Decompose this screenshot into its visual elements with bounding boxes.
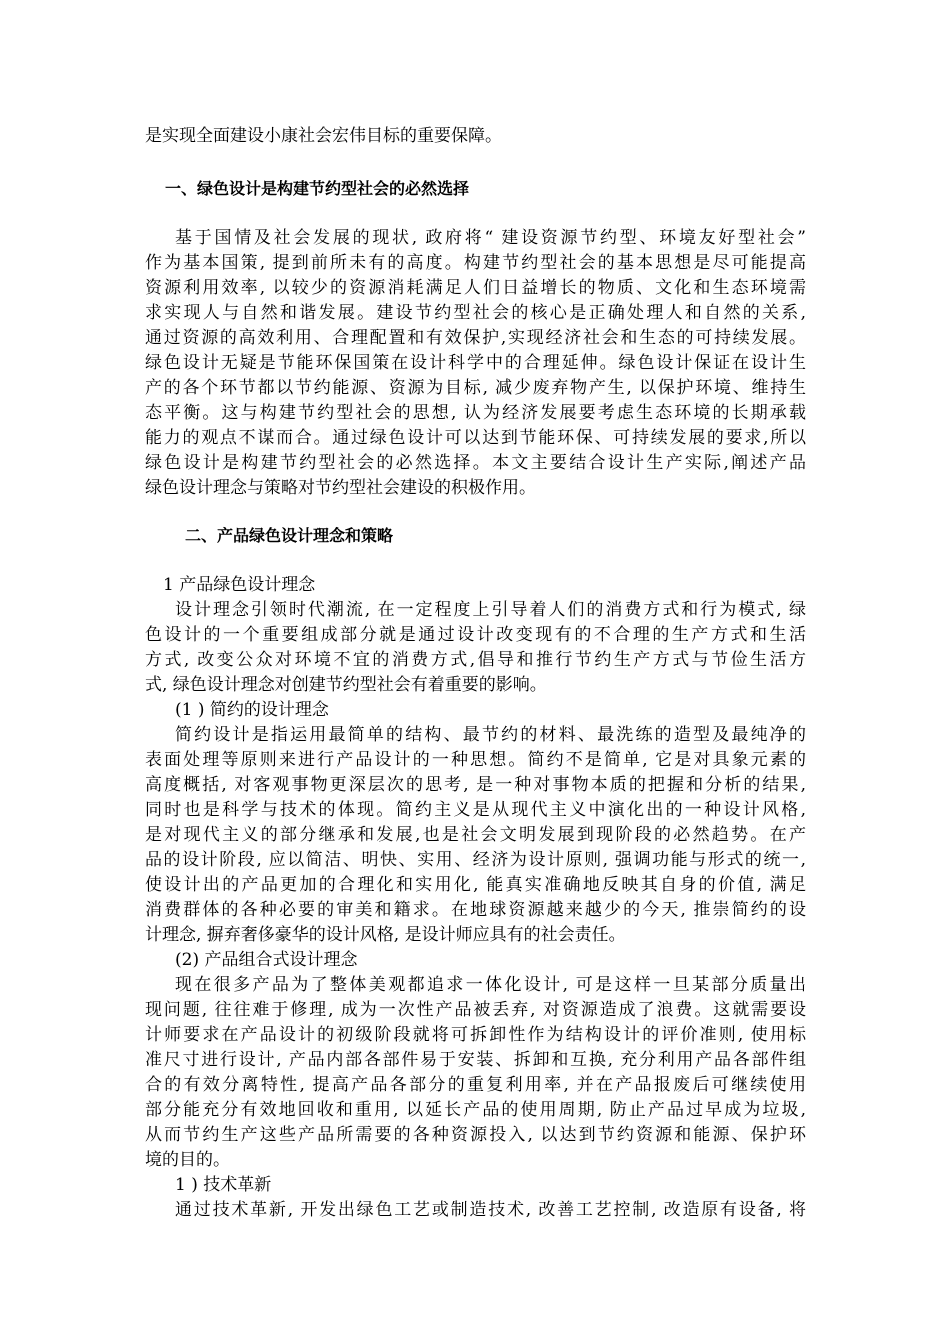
paragraph-line: 方式, 改变公众对环境不宜的消费方式,倡导和推行节约生产方式与节俭生活方	[145, 650, 806, 670]
paragraph-line: 高度概括, 对客观事物更深层次的思考, 是一种对事物本质的把握和分析的结果,	[145, 775, 806, 795]
paragraph-line: 境的目的。	[145, 1150, 230, 1170]
paragraph-line: 现在很多产品为了整体美观都追求一体化设计, 可是这样一旦某部分质量出	[175, 975, 806, 995]
paragraph-line: 简约设计是指运用最简单的结构、最节约的材料、最洗练的造型及最纯净的	[175, 725, 806, 745]
section-heading: 二、产品绿色设计理念和策略	[185, 526, 394, 545]
paragraph-line: 求实现人与自然和谐发展。建设节约型社会的核心是正确处理人和自然的关系,	[145, 303, 806, 323]
paragraph-line: 现问题, 往往难于修理, 成为一次性产品被丢弃, 对资源造成了浪费。这就需要设	[145, 1000, 806, 1020]
paragraph-line: 计师要求在产品设计的初级阶段就将可拆卸性作为结构设计的评价准则, 使用标	[145, 1025, 806, 1045]
paragraph-line: 是对现代主义的部分继承和发展,也是社会文明发展到现阶段的必然趋势。在产	[145, 825, 806, 845]
paragraph-line: 部分能充分有效地回收和重用, 以延长产品的使用周期, 防止产品过早成为垃圾,	[145, 1100, 806, 1120]
paragraph-line: 产的各个环节都以节约能源、资源为目标, 减少废弃物产生, 以保护环境、维持生	[145, 378, 806, 398]
paragraph-line: 作为基本国策, 提到前所未有的高度。构建节约型社会的基本思想是尽可能提高	[145, 253, 806, 273]
paragraph-line: 合的有效分离特性, 提高产品各部分的重复利用率, 并在产品报废后可继续使用	[145, 1075, 806, 1095]
paragraph-line: 基于国情及社会发展的现状, 政府将“ 建设资源节约型、环境友好型社会”	[175, 228, 806, 248]
section-heading: 一、绿色设计是构建节约型社会的必然选择	[165, 179, 470, 198]
paragraph-line: 绿色设计是构建节约型社会的必然选择。本文主要结合设计生产实际,阐述产品	[145, 453, 806, 473]
paragraph-line: 资源利用效率, 以较少的资源消耗满足人们日益增长的物质、文化和生态环境需	[145, 278, 806, 298]
paragraph-line: 通过技术革新, 开发出绿色工艺或制造技术, 改善工艺控制, 改造原有设备, 将	[175, 1200, 806, 1220]
paragraph-line: 态平衡。这与构建节约型社会的思想, 认为经济发展要考虑生态环境的长期承载	[145, 403, 806, 423]
paragraph-line: 品的设计阶段, 应以简洁、明快、实用、经济为设计原则, 强调功能与形式的统一,	[145, 850, 806, 870]
paragraph-line: 通过资源的高效利用、合理配置和有效保护,实现经济社会和生态的可持续发展。	[145, 328, 806, 348]
paragraph-line: 色设计的一个重要组成部分就是通过设计改变现有的不合理的生产方式和生活	[145, 625, 806, 645]
subsection-heading: 1 产品绿色设计理念	[163, 575, 316, 595]
paragraph-line: 式, 绿色设计理念对创建节约型社会有着重要的影响。	[145, 675, 547, 695]
paragraph-line: 绿色设计理念与策略对节约型社会建设的积极作用。	[145, 478, 536, 498]
subsection-heading: 1 ) 技术革新	[175, 1175, 272, 1195]
paragraph-line: 消费群体的各种必要的审美和籍求。在地球资源越来越少的今天, 推崇简约的设	[145, 900, 806, 920]
paragraph-line: 同时也是科学与技术的体现。简约主义是从现代主义中演化出的一种设计风格,	[145, 800, 806, 820]
subsection-heading: (1 ) 简约的设计理念	[175, 700, 329, 720]
paragraph-line: 绿色设计无疑是节能环保国策在设计科学中的合理延伸。绿色设计保证在设计生	[145, 353, 806, 373]
paragraph-line: 准尺寸进行设计, 产品内部各部件易于安装、拆卸和互换, 充分利用产品各部件组	[145, 1050, 806, 1070]
paragraph-line: 从而节约生产这些产品所需要的各种资源投入, 以达到节约资源和能源、保护环	[145, 1125, 806, 1145]
subsection-heading: (2) 产品组合式设计理念	[175, 950, 358, 970]
paragraph-line: 设计理念引领时代潮流, 在一定程度上引导着人们的消费方式和行为模式, 绿	[175, 600, 806, 620]
text-line: 是实现全面建设小康社会宏伟目标的重要保障。	[145, 126, 502, 146]
paragraph-line: 能力的观点不谋而合。通过绿色设计可以达到节能环保、可持续发展的要求,所以	[145, 428, 806, 448]
paragraph-line: 使设计出的产品更加的合理化和实用化, 能真实准确地反映其自身的价值, 满足	[145, 875, 806, 895]
paragraph-line: 表面处理等原则来进行产品设计的一种思想。简约不是简单, 它是对具象元素的	[145, 750, 806, 770]
paragraph-line: 计理念, 摒弃奢侈豪华的设计风格, 是设计师应具有的社会责任。	[145, 925, 626, 945]
